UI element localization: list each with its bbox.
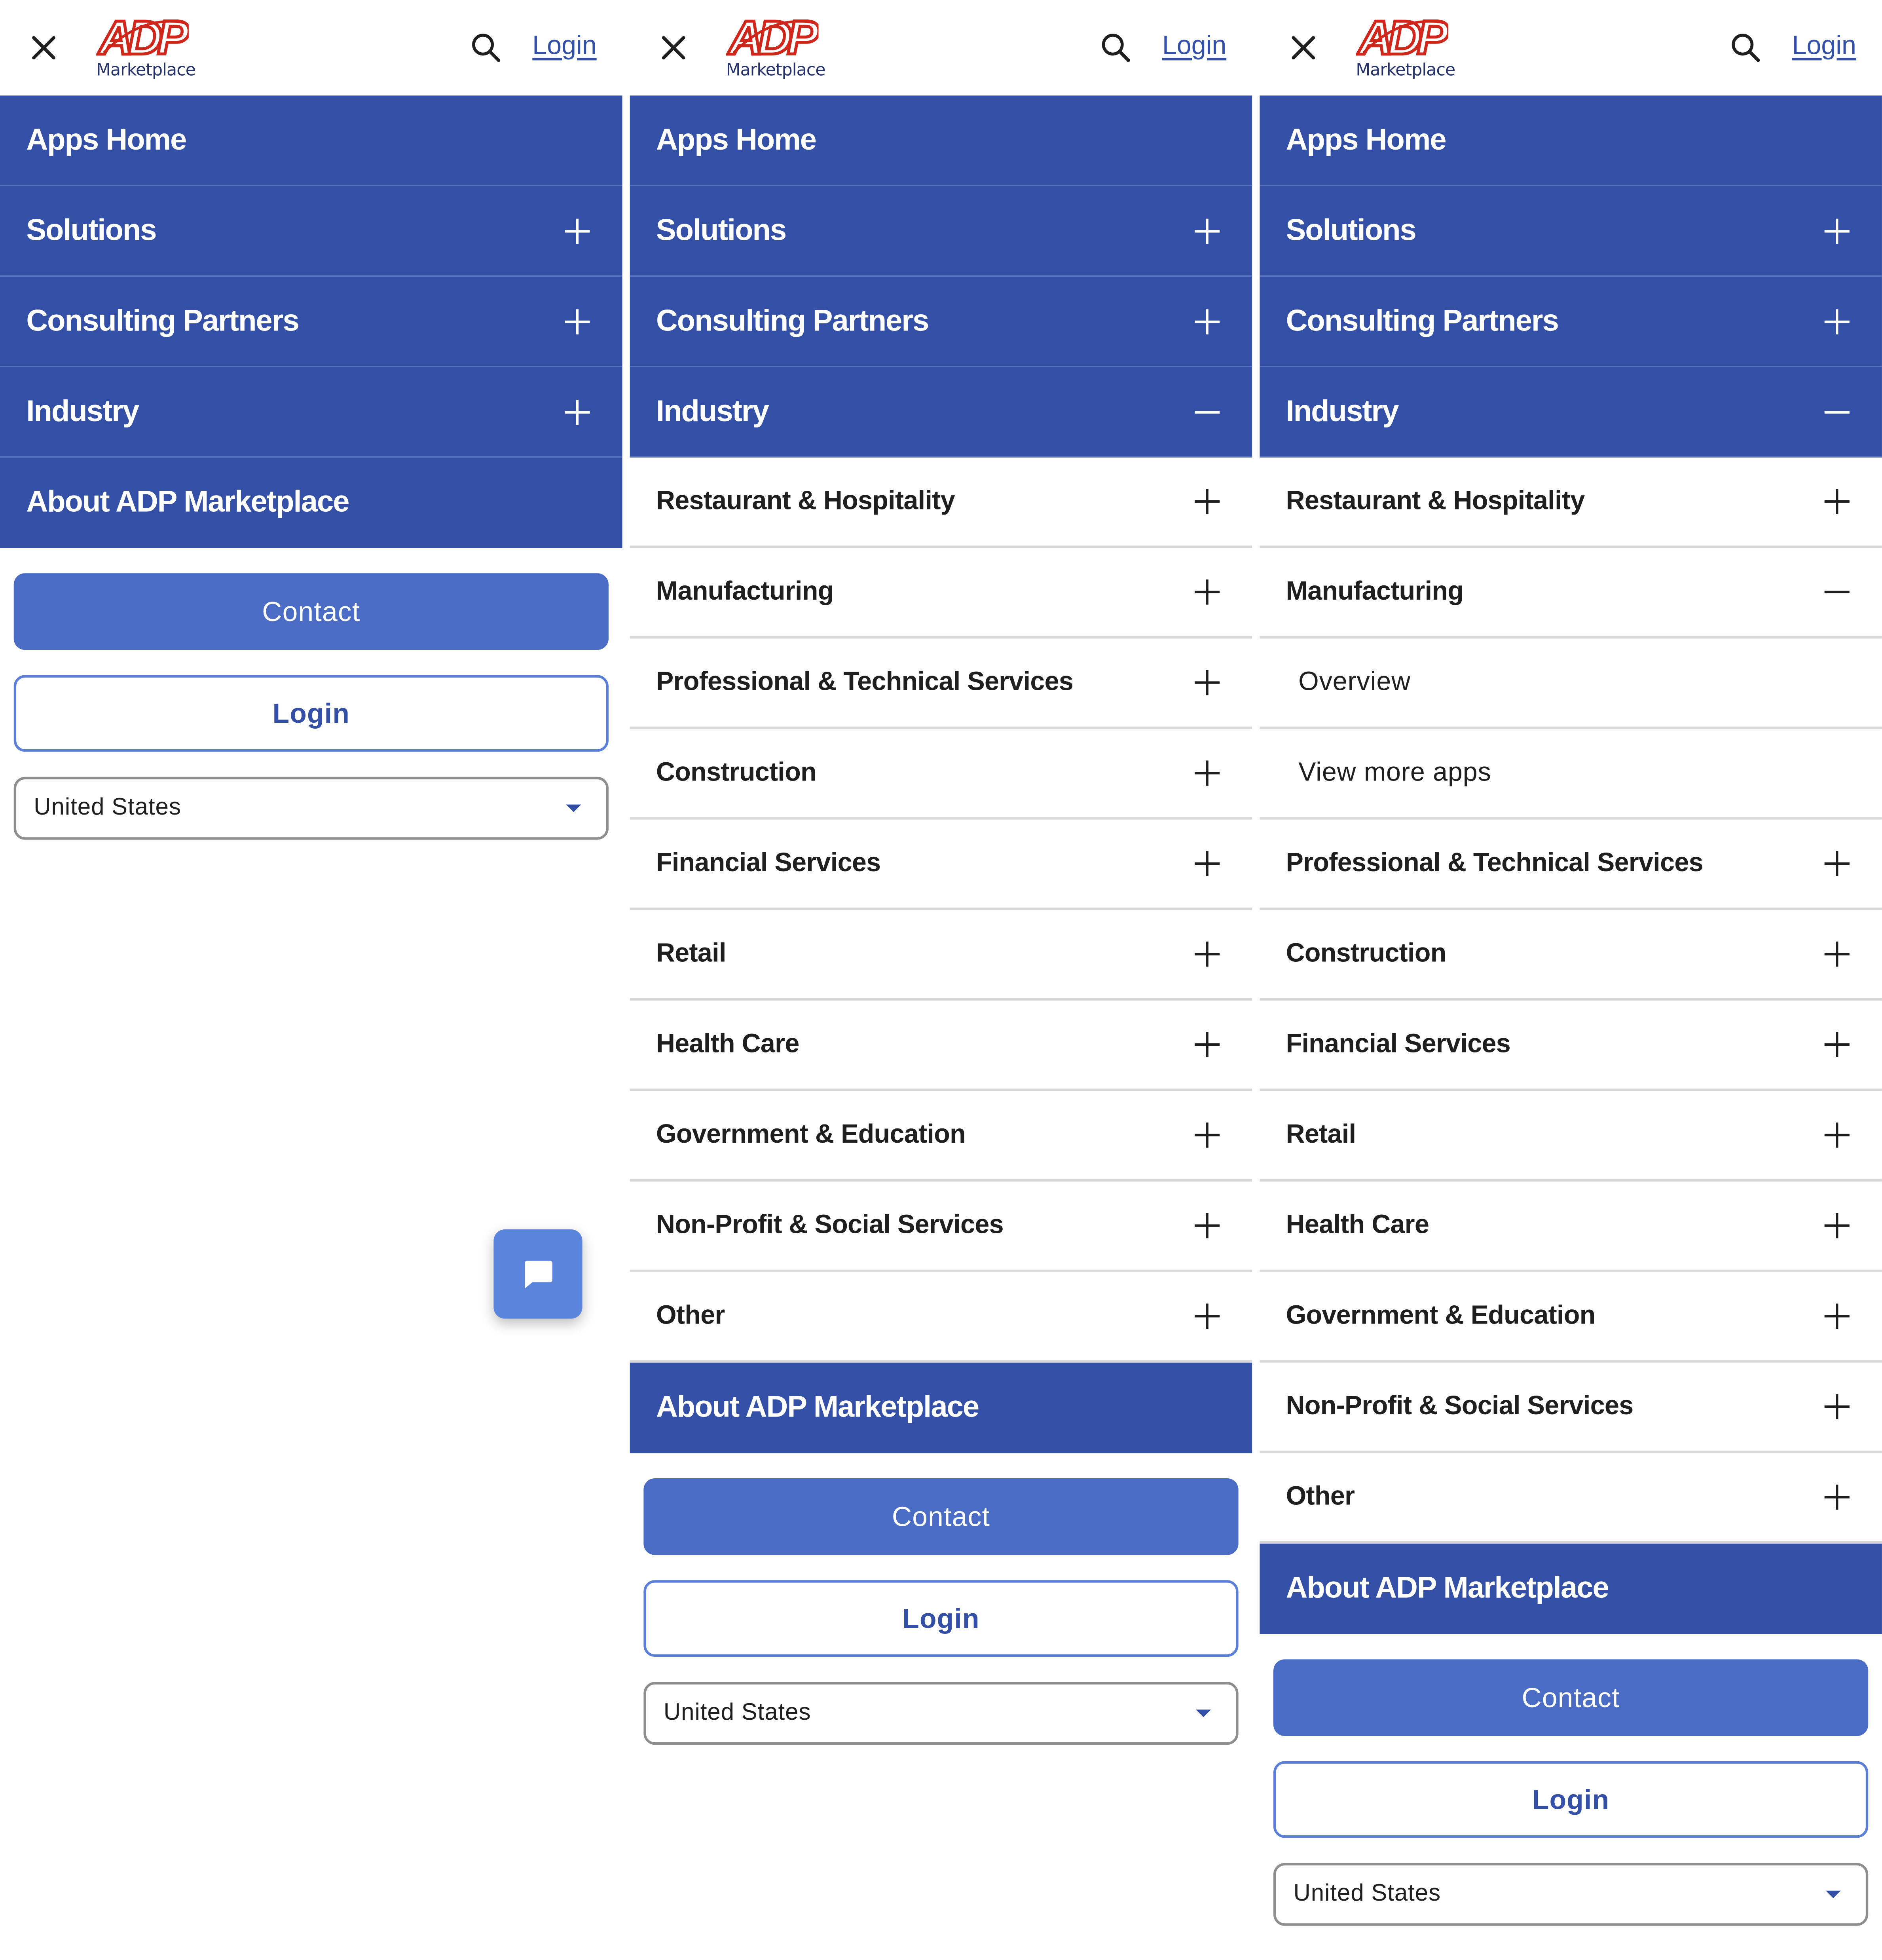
menu-label: Industry xyxy=(656,394,768,428)
country-select[interactable] xyxy=(14,777,609,840)
industry-label: Non-Profit & Social Services xyxy=(656,1210,1004,1240)
contact-button[interactable]: Contact xyxy=(1273,1659,1868,1736)
menu-actions xyxy=(1260,1634,1882,1926)
menu-label: Consulting Partners xyxy=(26,304,299,338)
menu-label: Solutions xyxy=(1286,213,1416,247)
industry-item[interactable] xyxy=(1260,1363,1882,1453)
plus-icon[interactable] xyxy=(1825,1485,1850,1510)
menu-label: Apps Home xyxy=(656,122,816,157)
top-bar xyxy=(0,0,622,95)
industry-item[interactable] xyxy=(630,1272,1252,1363)
header-login-link[interactable]: Login xyxy=(1162,31,1227,61)
mobile-menu-panel xyxy=(630,0,1252,1960)
industry-label: Financial Services xyxy=(1286,1029,1510,1059)
top-bar xyxy=(1260,0,1882,95)
plus-icon[interactable] xyxy=(1825,1394,1850,1419)
adp-marketplace-logo[interactable] xyxy=(1356,13,1456,85)
industry-item[interactable] xyxy=(630,638,1252,729)
country-value: United States xyxy=(34,794,181,821)
menu-item-solutions[interactable] xyxy=(630,186,1252,277)
industry-item[interactable] xyxy=(630,548,1252,639)
menu-label: About ADP Marketplace xyxy=(656,1390,979,1424)
plus-icon[interactable] xyxy=(565,309,590,334)
industry-item[interactable] xyxy=(1260,1181,1882,1272)
industry-label: Restaurant & Hospitality xyxy=(1286,486,1585,516)
mobile-menu-panel xyxy=(1260,0,1882,1960)
menu-label: About ADP Marketplace xyxy=(1286,1571,1609,1605)
search-icon[interactable] xyxy=(470,31,502,64)
plus-icon[interactable] xyxy=(1195,1032,1220,1057)
plus-icon[interactable] xyxy=(1195,309,1220,334)
country-value: United States xyxy=(1293,1880,1441,1907)
country-select[interactable] xyxy=(643,1682,1238,1745)
industry-item[interactable] xyxy=(630,1181,1252,1272)
industry-label: Restaurant & Hospitality xyxy=(656,486,955,516)
dropdown-caret-icon xyxy=(1826,1891,1841,1898)
industry-item[interactable] xyxy=(1260,820,1882,910)
adp-logo-mark xyxy=(726,13,819,63)
plus-icon[interactable] xyxy=(1825,942,1850,967)
menu-label: Consulting Partners xyxy=(656,304,929,338)
plus-icon[interactable] xyxy=(1195,218,1220,243)
menu-item-apps-home[interactable] xyxy=(630,95,1252,186)
industry-label: Professional & Technical Services xyxy=(1286,848,1703,877)
industry-label: Construction xyxy=(1286,939,1446,968)
industry-label: Construction xyxy=(656,758,817,787)
industry-label: Health Care xyxy=(1286,1210,1429,1240)
menu-item-industry[interactable] xyxy=(1260,367,1882,458)
plus-icon[interactable] xyxy=(565,399,590,424)
industry-label: Health Care xyxy=(656,1029,799,1059)
menu-item-consulting-partners[interactable] xyxy=(0,277,622,367)
menu-item-about[interactable] xyxy=(630,1363,1252,1453)
menu-label: Industry xyxy=(1286,394,1398,428)
plus-icon[interactable] xyxy=(1825,1032,1850,1057)
plus-icon[interactable] xyxy=(1825,309,1850,334)
submenu-label: View more apps xyxy=(1298,758,1491,787)
menu-actions xyxy=(0,548,622,840)
industry-item[interactable] xyxy=(630,458,1252,548)
login-button[interactable]: Login xyxy=(643,1580,1238,1657)
plus-icon[interactable] xyxy=(1195,1213,1220,1238)
industry-label: Other xyxy=(1286,1482,1355,1511)
industry-label: Financial Services xyxy=(656,848,881,877)
country-select[interactable] xyxy=(1273,1863,1868,1926)
menu-label: Industry xyxy=(26,394,139,428)
svg-text:ADP: ADP xyxy=(1358,12,1444,63)
industry-item[interactable] xyxy=(1260,1091,1882,1182)
svg-text:ADP: ADP xyxy=(729,12,814,63)
adp-marketplace-logo[interactable] xyxy=(726,13,826,85)
close-icon[interactable] xyxy=(657,31,690,64)
plus-icon[interactable] xyxy=(1195,760,1220,786)
menu-item-apps-home[interactable] xyxy=(1260,95,1882,186)
menu-label: Solutions xyxy=(656,213,786,247)
close-icon[interactable] xyxy=(1287,31,1320,64)
submenu-label: Overview xyxy=(1298,667,1411,697)
industry-item[interactable] xyxy=(630,729,1252,820)
plus-icon[interactable] xyxy=(1195,851,1220,876)
plus-icon[interactable] xyxy=(1195,942,1220,967)
menu-item-industry[interactable] xyxy=(0,367,622,458)
plus-icon[interactable] xyxy=(1195,1122,1220,1148)
industry-item[interactable] xyxy=(630,820,1252,910)
industry-item[interactable] xyxy=(630,1001,1252,1091)
plus-icon[interactable] xyxy=(1825,489,1850,514)
plus-icon[interactable] xyxy=(1825,851,1850,876)
menu-item-about[interactable] xyxy=(1260,1544,1882,1634)
menu-label: About ADP Marketplace xyxy=(26,485,349,519)
adp-logo-mark xyxy=(1356,13,1448,63)
search-icon[interactable] xyxy=(1730,31,1762,64)
dropdown-caret-icon xyxy=(1196,1709,1211,1717)
dropdown-caret-icon xyxy=(566,805,581,812)
close-icon[interactable] xyxy=(27,31,60,64)
logo-subtext: Marketplace xyxy=(726,60,825,81)
top-bar xyxy=(630,0,1252,95)
plus-icon[interactable] xyxy=(1825,1122,1850,1148)
industry-item[interactable] xyxy=(1260,1001,1882,1091)
industry-label: Professional & Technical Services xyxy=(656,667,1074,697)
industry-label: Retail xyxy=(656,939,726,968)
menu-label: Consulting Partners xyxy=(1286,304,1558,338)
menu-actions xyxy=(630,1453,1252,1745)
submenu-link[interactable] xyxy=(1260,638,1882,729)
industry-item[interactable] xyxy=(1260,548,1882,639)
chat-button[interactable] xyxy=(493,1229,582,1318)
contact-button[interactable]: Contact xyxy=(14,573,609,650)
plus-icon[interactable] xyxy=(1825,1213,1850,1238)
logo-subtext: Marketplace xyxy=(1356,60,1455,81)
submenu-link[interactable] xyxy=(1260,729,1882,820)
menu-item-industry[interactable] xyxy=(630,367,1252,458)
industry-label: Government & Education xyxy=(1286,1301,1596,1330)
minus-icon[interactable] xyxy=(1195,399,1220,424)
industry-label: Non-Profit & Social Services xyxy=(1286,1391,1633,1421)
menu-item-apps-home[interactable] xyxy=(0,95,622,186)
plus-icon[interactable] xyxy=(1195,579,1220,605)
industry-item[interactable] xyxy=(1260,1453,1882,1544)
chat-bubble-icon xyxy=(519,1255,557,1293)
industry-item[interactable] xyxy=(1260,910,1882,1001)
country-value: United States xyxy=(663,1699,811,1726)
adp-logo-mark xyxy=(96,13,189,63)
menu-item-about[interactable] xyxy=(0,458,622,548)
industry-label: Government & Education xyxy=(656,1120,966,1149)
search-icon[interactable] xyxy=(1100,31,1132,64)
industry-item[interactable] xyxy=(630,910,1252,1001)
industry-label: Other xyxy=(656,1301,725,1330)
adp-marketplace-logo[interactable] xyxy=(96,13,196,85)
logo-subtext: Marketplace xyxy=(96,60,196,81)
industry-item[interactable] xyxy=(630,1091,1252,1182)
menu-item-solutions[interactable] xyxy=(1260,186,1882,277)
svg-text:ADP: ADP xyxy=(99,12,184,63)
header-login-link[interactable]: Login xyxy=(532,31,597,61)
menu-label: Solutions xyxy=(26,213,156,247)
minus-icon[interactable] xyxy=(1825,579,1850,605)
login-button[interactable]: Login xyxy=(14,675,609,752)
industry-label: Retail xyxy=(1286,1120,1356,1149)
mobile-menu-panel xyxy=(0,0,622,1960)
industry-item[interactable] xyxy=(1260,1272,1882,1363)
plus-icon[interactable] xyxy=(1825,1304,1850,1329)
plus-icon[interactable] xyxy=(1825,218,1850,243)
menu-label: Apps Home xyxy=(26,122,186,157)
header-login-link[interactable]: Login xyxy=(1792,31,1856,61)
menu-item-solutions[interactable] xyxy=(0,186,622,277)
industry-item[interactable] xyxy=(1260,458,1882,548)
menu-label: Apps Home xyxy=(1286,122,1446,157)
plus-icon[interactable] xyxy=(1195,489,1220,514)
login-button[interactable]: Login xyxy=(1273,1761,1868,1838)
plus-icon[interactable] xyxy=(565,218,590,243)
minus-icon[interactable] xyxy=(1825,399,1850,424)
plus-icon[interactable] xyxy=(1195,670,1220,695)
plus-icon[interactable] xyxy=(1195,1304,1220,1329)
industry-label: Manufacturing xyxy=(656,577,834,606)
menu-item-consulting-partners[interactable] xyxy=(1260,277,1882,367)
menu-item-consulting-partners[interactable] xyxy=(630,277,1252,367)
contact-button[interactable]: Contact xyxy=(643,1478,1238,1555)
industry-label: Manufacturing xyxy=(1286,577,1464,606)
